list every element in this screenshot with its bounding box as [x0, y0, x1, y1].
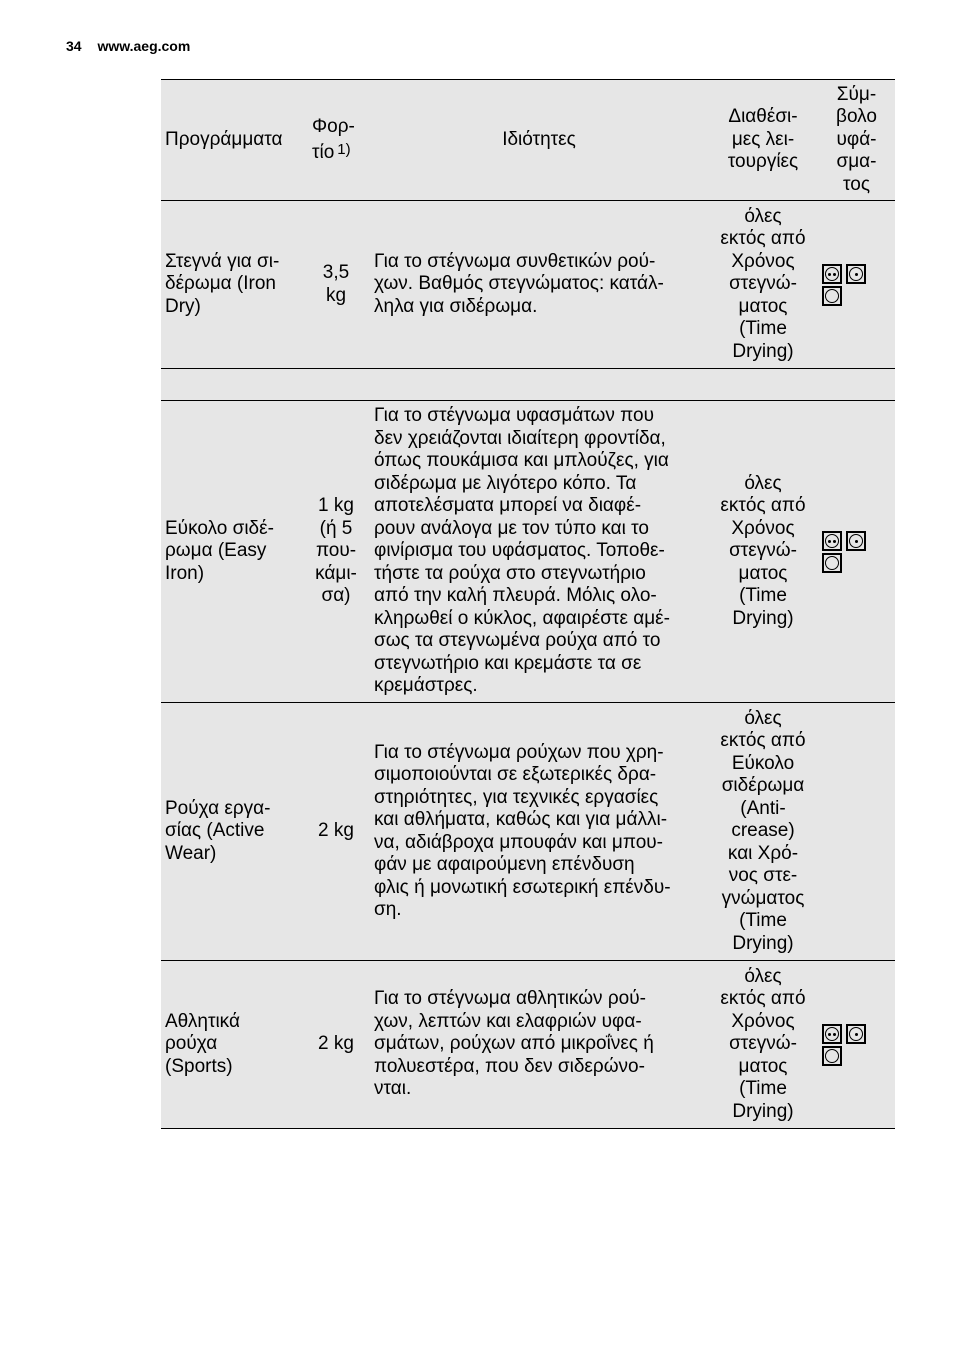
row-program: Αθλητικά ρούχα (Sports): [161, 961, 302, 1129]
page-header: [66, 38, 190, 54]
row-load: 3,5 kg: [302, 201, 370, 369]
row-properties: Για το στέγνωμα αθλητικών ρού- χων, λεπτών και ελαφριών υφα- σμάτων, ρούχων από μικροΐνες ή πολυεστέρα, που δεν σιδερώνο- νται.: [370, 961, 708, 1129]
tumble-dry-icon: [822, 1046, 842, 1066]
tumble-dry-icon: [822, 553, 842, 573]
table-row: [161, 401, 895, 703]
row-program: Ρούχα εργα- σίας (Active Wear): [161, 703, 302, 961]
row-load: 2 kg: [302, 961, 370, 1129]
row-fabric-symbols: [818, 703, 895, 961]
row-functions: όλες εκτός από Χρόνος στεγνώ- ματος (Time Drying): [708, 201, 818, 369]
header-load-label: Φορ- τίο: [312, 116, 355, 163]
row-properties: Για το στέγνωμα ρούχων που χρη- σιμοποιούνται σε εξωτερικές δρα- στηριότητες, για τεχνικές εργασίες και αθλήματα, καθώς και για μάλλι- να, αδιάβροχα μπουφάν και μπου- φάν με αφαιρούμενη επένδυση φλις ή μονωτική εσωτερική επένδυ- ση.: [370, 703, 708, 961]
row-functions: όλες εκτός από Χρόνος στεγνώ- ματος (Time Drying): [708, 961, 818, 1129]
page-number: 34: [66, 38, 82, 54]
tumble-dry-low-icon: [822, 531, 842, 551]
tumble-dry-low-icon: [822, 1024, 842, 1044]
table-row: [161, 703, 895, 961]
tumble-dry-low-icon: [822, 264, 842, 284]
row-program: Εύκολο σιδέ- ρωμα (Easy Iron): [161, 401, 302, 703]
header-fabric-symbol: Σύμ- βολο υφά- σμα- τος: [818, 80, 895, 201]
row-fabric-symbols: [818, 961, 895, 1129]
tumble-dry-low-icon: [846, 1024, 866, 1044]
row-load: 1 kg (ή 5 που- κάμι- σα): [302, 401, 370, 703]
table-row: [161, 201, 895, 369]
row-load: 2 kg: [302, 703, 370, 961]
row-properties: Για το στέγνωμα υφασμάτων που δεν χρειάζονται ιδιαίτερη φροντίδα, όπως πουκάμισα και μπλούζες, για σιδέρωμα με λιγότερο κόπο. Τα αποτελέσματα μπορεί να διαφέ- ρουν ανάλογα με τον τύπο και το φινίρισμα του υφάσματος. Τοποθε- τήστε τα ρούχα στο στεγνωτήριο από την καλή πλευρά. Μόλις ολο- κληρωθεί ο κύκλος, αφαιρέστε αμέ- σως τα στεγνωμένα ρούχα από το στεγνωτήριο και κρεμάστε τα σε κρεμάστρες.: [370, 401, 708, 703]
row-functions: όλες εκτός από Χρόνος στεγνώ- ματος (Time Drying): [708, 401, 818, 703]
tumble-dry-icon: [822, 286, 842, 306]
table-row: [161, 961, 895, 1129]
spacer-cell: [161, 369, 895, 401]
row-fabric-symbols: [818, 401, 895, 703]
header-load: [302, 80, 370, 201]
header-properties: Ιδιότητες: [370, 80, 708, 201]
row-properties: Για το στέγνωμα συνθετικών ρού- χων. Βαθμός στεγνώματος: κατάλ- ληλα για σιδέρωμα.: [370, 201, 708, 369]
tumble-dry-low-icon: [846, 531, 866, 551]
table-header-row: [161, 80, 895, 201]
row-functions: όλες εκτός από Εύκολο σιδέρωμα (Anti- crease) και Χρό- νος στε- γνώματος (Time Drying): [708, 703, 818, 961]
table-spacer-row: [161, 369, 895, 401]
site-url: www.aeg.com: [97, 38, 191, 54]
row-fabric-symbols: [818, 201, 895, 369]
header-programs: Προγράμματα: [161, 80, 302, 201]
header-load-footnote: 1): [337, 140, 351, 158]
programs-table: [161, 79, 895, 1129]
tumble-dry-low-icon: [846, 264, 866, 284]
row-program: Στεγνά για σι- δέρωμα (Iron Dry): [161, 201, 302, 369]
header-functions: Διαθέσι- μες λει- τουργίες: [708, 80, 818, 201]
